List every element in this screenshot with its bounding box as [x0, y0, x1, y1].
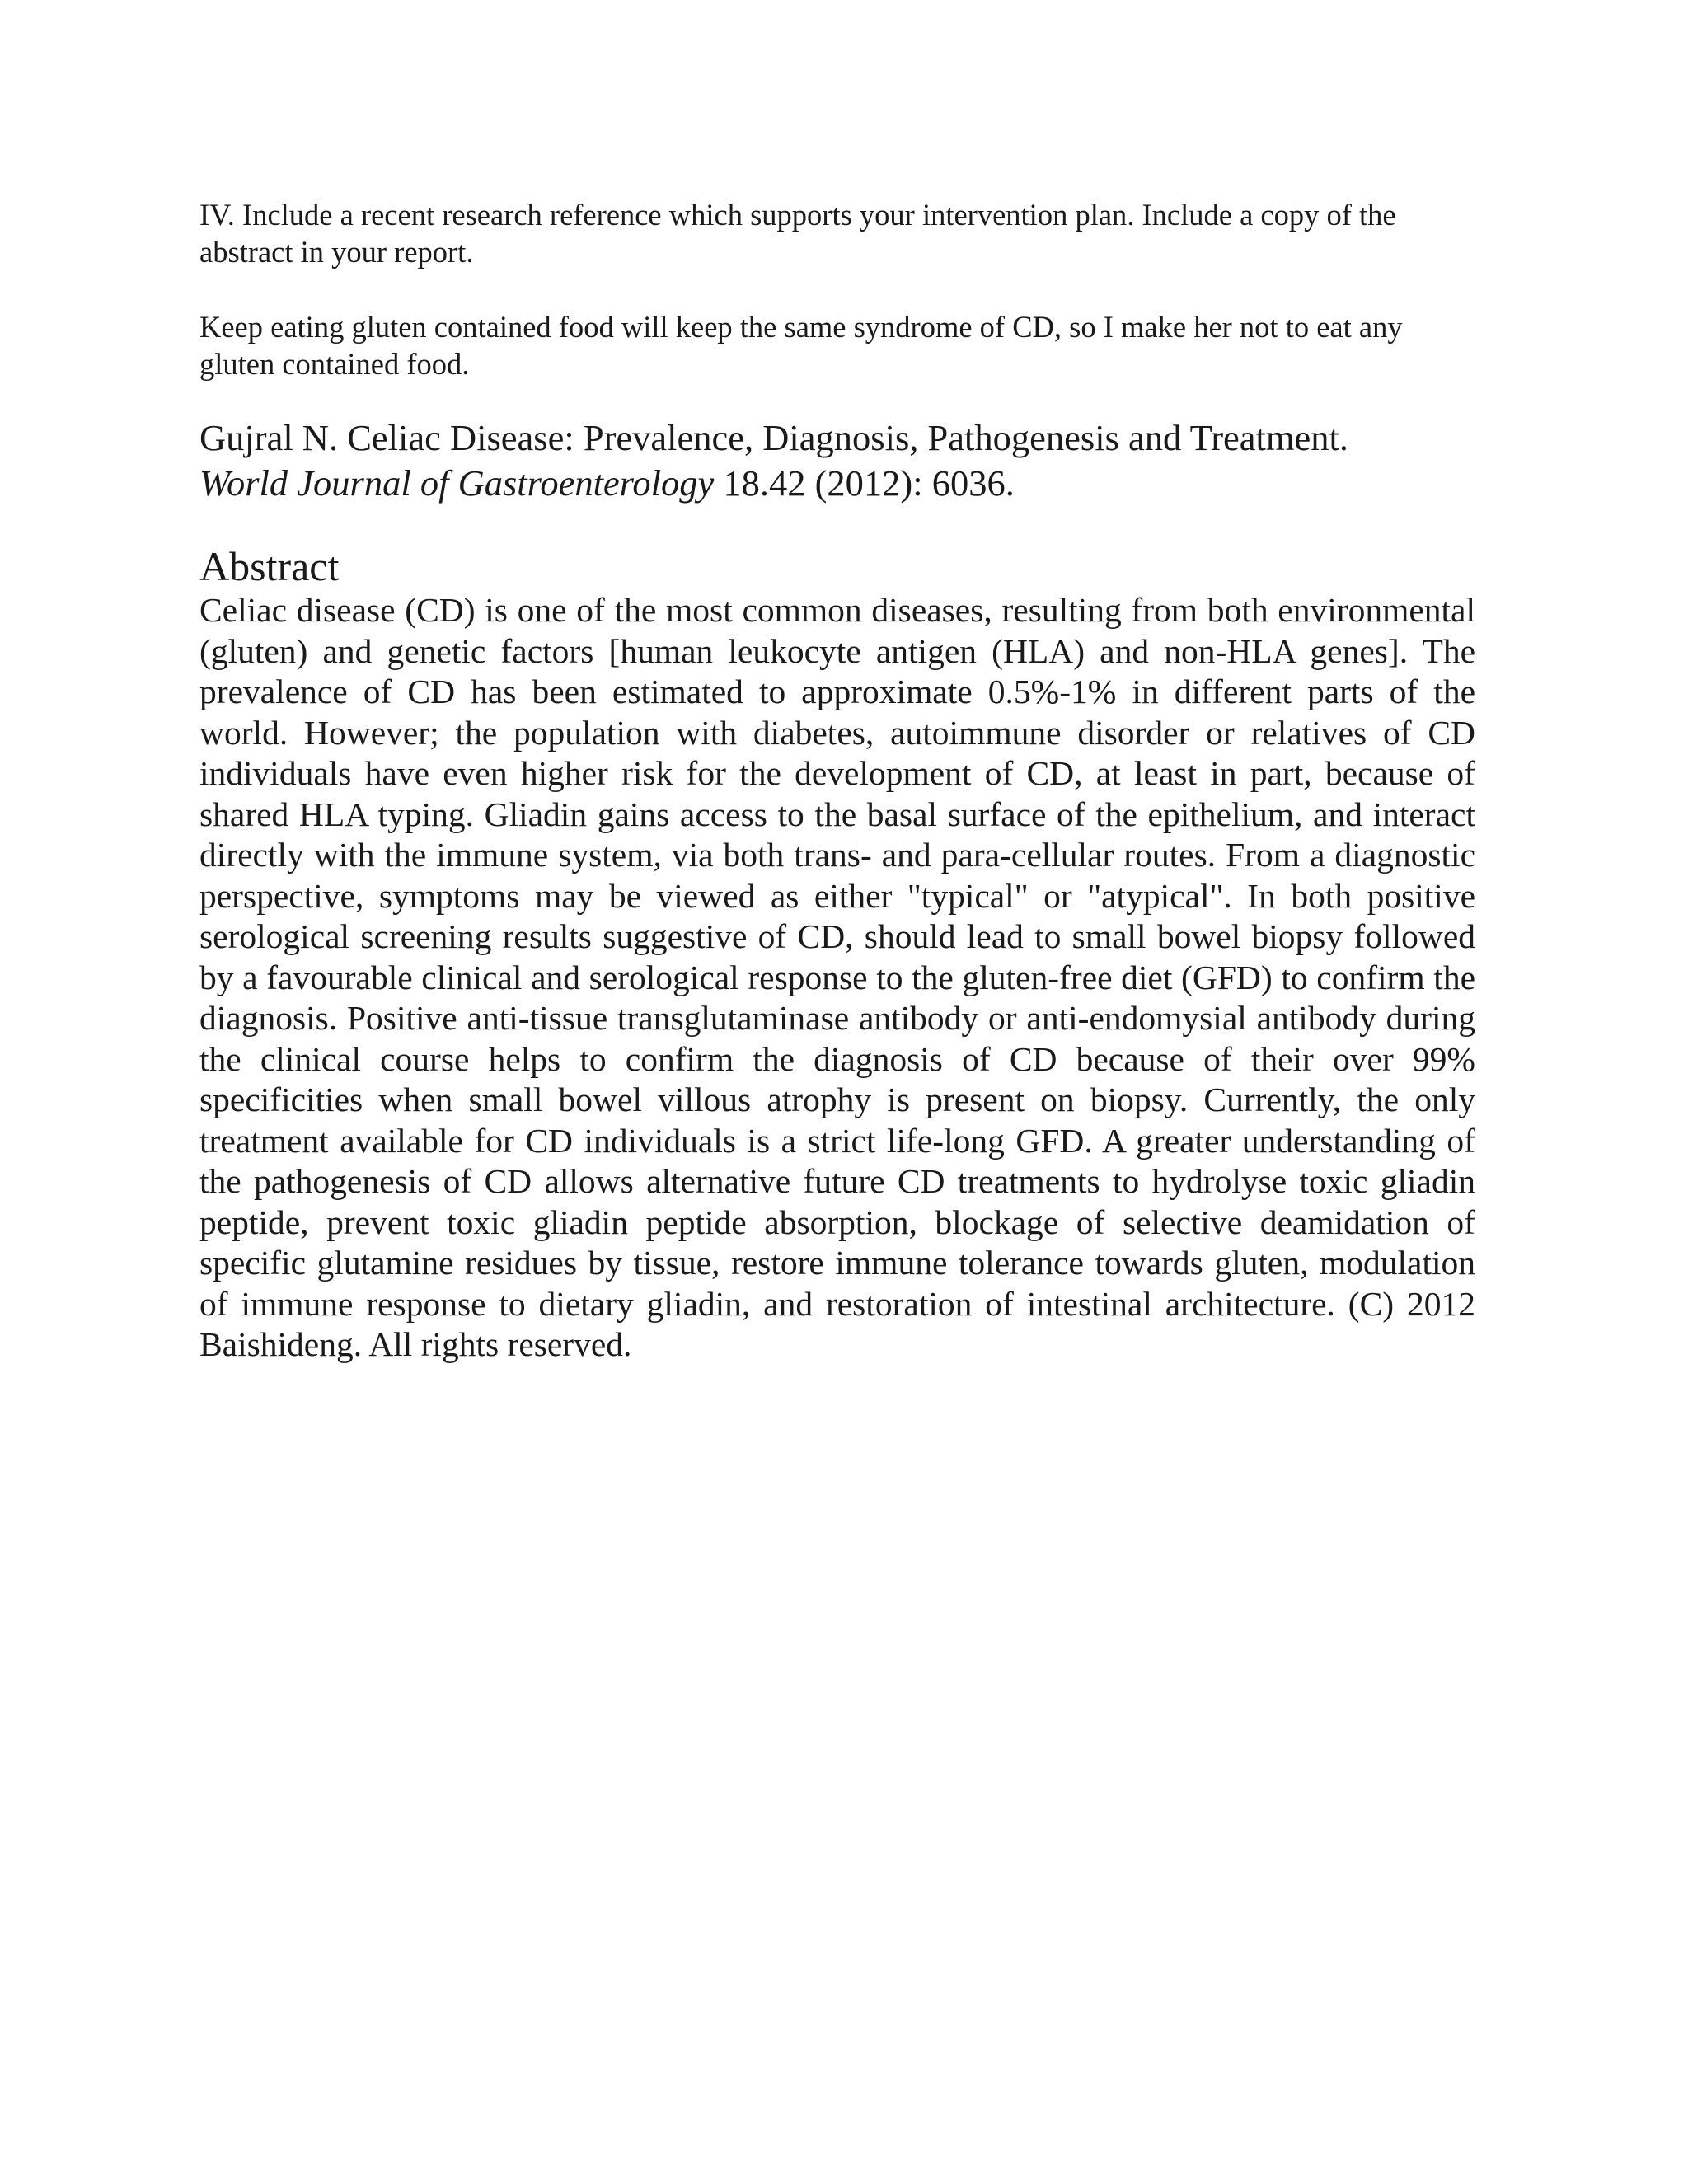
- reference-citation: [199, 415, 1475, 506]
- assignment-prompt: IV. Include a recent research reference which supports your intervention plan. Include a copy of the abstract in your report.: [199, 198, 1396, 269]
- abstract-text: Celiac disease (CD) is one of the most common diseases, resulting from both environmental (gluten) and genetic factors [human leukocyte antigen (HLA) and non-HLA genes]. The prevalence of CD has been estimated to approximate 0.5%-1% in different parts of the world. However; the population with diabetes, autoimmune disorder or relatives of CD individuals have even higher risk for the development of CD, at least in part, because of shared HLA typing. Gliadin gains access to the basal surface of the epithelium, and interact directly with the immune system, via both trans- and para-cellular routes. From a diagnostic perspective, symptoms may be viewed as either "typical" or "atypical". In both positive serological screening results suggestive of CD, should lead to small bowel biopsy followed by a favourable clinical and serological response to the gluten-free diet (GFD) to confirm the diagnosis. Positive anti-tissue transglutaminase antibody or anti-endomysial antibody during the clinical course helps to confirm the diagnosis of CD because of their over 99% specificities when small bowel villous atrophy is present on biopsy. Currently, the only treatment available for CD individuals is a strict life-long GFD. A greater understanding of the pathogenesis of CD allows alternative future CD treatments to hydrolyse toxic gliadin peptide, prevent toxic gliadin peptide absorption, blockage of selective deamidation of specific glutamine residues by tissue, restore immune tolerance towards gluten, modulation of immune response to dietary gliadin, and restoration of intestinal architecture. (C) 2012 Baishideng. All rights reserved.: [199, 591, 1475, 1363]
- citation-details: 18.42 (2012): 6036.: [714, 462, 1015, 504]
- abstract-heading: Abstract: [199, 543, 340, 589]
- citation-journal: World Journal of Gastroenterology: [199, 462, 715, 504]
- document-content: [199, 196, 1475, 1366]
- intervention-answer: Keep eating gluten contained food will keep the same syndrome of CD, so I make her not to eat any gluten contained food.: [199, 310, 1403, 381]
- citation-authors-title: Gujral N. Celiac Disease: Prevalence, Diagnosis, Pathogenesis and Treatment.: [199, 417, 1349, 458]
